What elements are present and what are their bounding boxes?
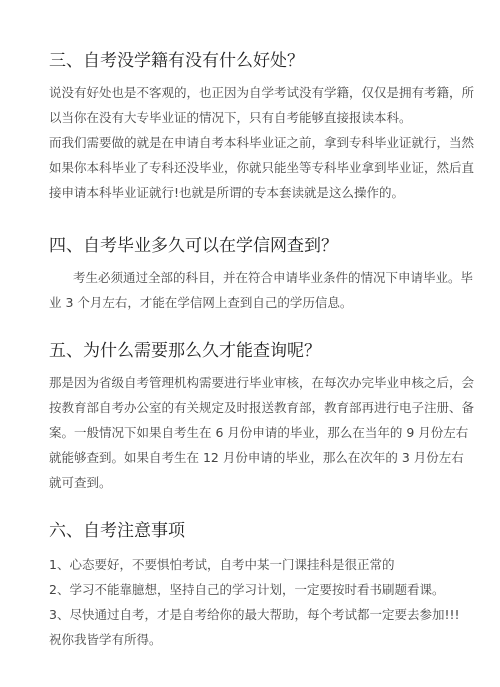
list-item: 1、心态要好，不要惧怕考试，自考中某一门课挂科是很正常的: [49, 557, 395, 572]
section-body: [49, 80, 476, 205]
closing-line: 祝你我皆学有所得。: [49, 632, 162, 647]
section-body: [49, 370, 476, 495]
section-graduation-query-time: [49, 235, 476, 315]
section-body: [49, 552, 476, 652]
list-item: 3、尽快通过自考，才是自考给你的最大帮助，每个考试都一定要去参加!!!: [49, 607, 460, 622]
paragraph: 而我们需要做的就是在申请自考本科毕业证之前，拿到专科毕业证就行，当然如果你本科毕业了专科还没毕业，你就只能坐等专科毕业拿到毕业证，然后直接申请本科毕业证就行!也就是所谓的专本套读就是这么操作的。: [49, 135, 475, 200]
section-why-so-long: [49, 340, 476, 495]
section-heading: 五、为什么需要那么久才能查询呢？: [49, 341, 321, 361]
section-heading: 三、自考没学籍有没有什么好处？: [49, 51, 304, 71]
paragraph: 那是因为省级自考管理机构需要进行毕业审核，在每次办完毕业申核之后，会按教育部自考办公室的有关规定及时报送教育部，教育部再进行电子注册、备案。一般情况下如果自考生在 6 月份申请的毕业，那么在当年的 9 月份左右就能够查到。如果自考生在 12 月份申请的毕业，那么在次年的 3 月份左右就可查到。: [49, 375, 475, 490]
section-heading: 四、自考毕业多久可以在学信网查到？: [49, 236, 338, 256]
section-benefits-without-enrollment: [49, 50, 476, 205]
paragraph: 说没有好处也是不客观的，也正因为自学考试没有学籍，仅仅是拥有考籍，所以当你在没有大专毕业证的情况下，只有自考能够直接报读本科。: [49, 85, 475, 125]
list-item: 2、学习不能靠臆想，坚持自己的学习计划，一定要按时看书刷题看课。: [49, 582, 445, 597]
paragraph: 考生必须通过全部的科目，并在符合申请毕业条件的情况下申请毕业。毕业 3 个月左右，才能在学信网上查到自己的学历信息。: [49, 270, 474, 310]
section-heading: 六、自考注意事项: [49, 521, 185, 541]
section-exam-notes: [49, 520, 476, 652]
section-body: [49, 265, 476, 315]
